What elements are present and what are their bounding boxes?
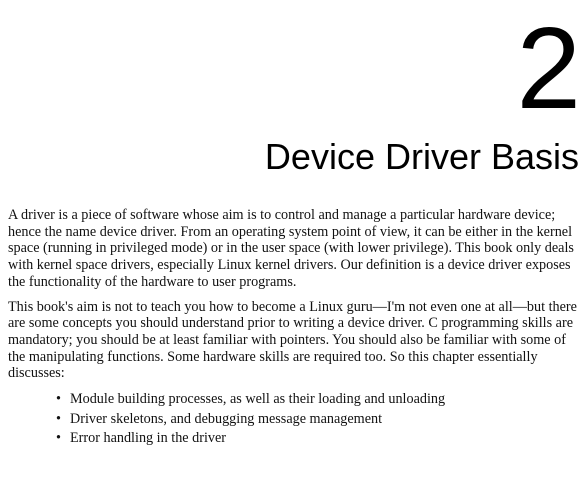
list-item-text: Error handling in the driver [70,430,227,447]
chapter-title: Device Driver Basis [264,136,579,177]
bullet-icon: • [56,410,61,427]
list-item [56,429,580,449]
chapter-body [8,207,580,449]
list-item [56,390,580,410]
bullet-icon: • [56,430,61,447]
aim-paragraph: This book's aim is not to teach you how to become a Linux guru—I'm not even one at all—but there are some concepts you should understand prior to writing a device driver. C programming skills are mandatory; you should be at least familiar with pointers. You should also be familiar with some of the manipulating functions. Some hardware skills are required too. So this chapter essentially discusses: [8,298,577,382]
list-item-text: Driver skeletons, and debugging message management [70,410,383,427]
intro-paragraph: A driver is a piece of software whose aim is to control and manage a particular hardware device; hence the name device driver. From an operating system point of view, it can be either in the kernel space (running in privileged mode) or in the user space (with lower privilege). This book only deals with kernel space drivers, especially Linux kernel drivers. Our definition is a device driver exposes the functionality of the hardware to user programs. [8,207,574,290]
list-item-text: Module building processes, as well as their loading and unloading [70,391,446,408]
chapter-number: 2 [516,3,581,133]
topics-list [8,390,580,449]
list-item [56,410,580,430]
bullet-icon: • [56,391,61,408]
